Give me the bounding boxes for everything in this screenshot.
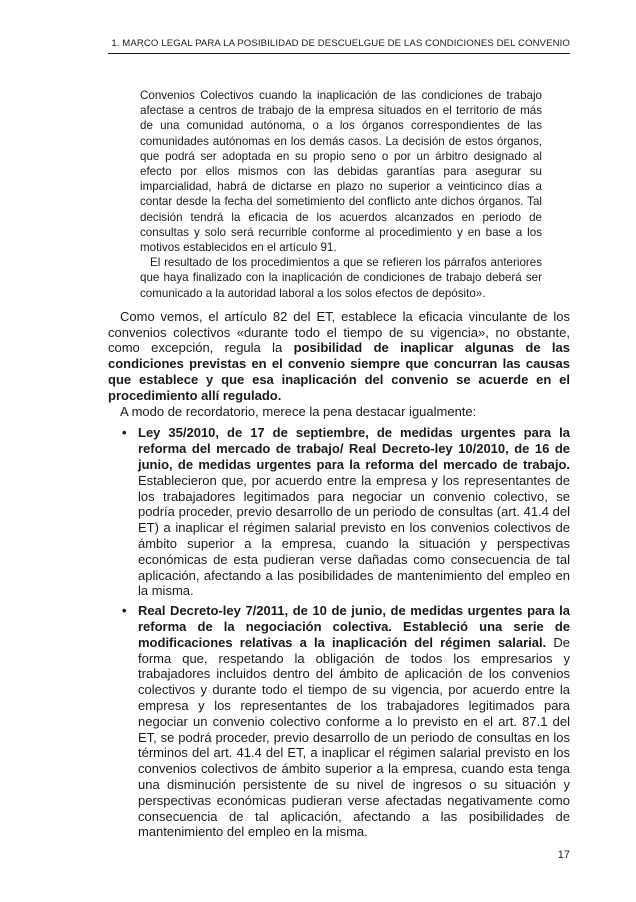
bullet-2-title: Real Decreto-ley 7/2011, de 10 de junio, de medidas urgentes para la reforma de la negociación colectiva. Estableció una serie de modificaciones relativas a la inaplicación del régimen salarial.: [138, 603, 570, 650]
running-header: 1. MARCO LEGAL PARA LA POSIBILIDAD DE DESCUELGUE DE LAS CONDICIONES DEL CONVENIO: [108, 38, 570, 54]
bullet-1-text: Establecieron que, por acuerdo entre la empresa y los representantes de los trabajadores legitimados para negociar un convenio colectivo, se podría proceder, previo desarrollo de un periodo de consultas (art. 41.4 del ET) a inaplicar el régimen salarial previsto en los convenios colectivos de ámbito superior a la empresa, cuando la situación y perspectivas económicas de esta pudieran verse dañadas como consecuencia de tal aplicación, afectando a las posibilidades de mantenimiento del empleo en la misma.: [138, 472, 570, 599]
quoted-legal-text: [140, 88, 542, 301]
body-paragraph-2: A modo de recordatorio, merece la pena destacar igualmente:: [120, 403, 477, 419]
page-content: [108, 88, 570, 844]
bullet-icon: •: [122, 425, 127, 441]
body-paragraph-1: [108, 309, 570, 404]
bullet-list: [108, 425, 570, 840]
bullet-item-1: [122, 425, 570, 599]
body-paragraph-1-bold: posibilidad de inaplicar algunas de las condiciones previstas en el convenio siempre que concurran las causas que establece y que esa inaplicación del convenio se acuerde en el procedimiento allí regulado.: [108, 340, 570, 403]
body-paragraph-1-text: Como vemos, el artículo 82 del ET, establece la eficacia vinculante de los convenios colectivos «durante todo el tiempo de su vigencia», no obstante, como excepción, regula la: [108, 308, 570, 356]
bullet-icon: •: [122, 603, 127, 619]
body-text: [108, 309, 570, 840]
bullet-item-2: [122, 603, 570, 840]
quote-paragraph-2: El resultado de los procedimientos a que se refieren los párrafos anteriores que haya finalizado con la inaplicación de condiciones de trabajo deberá ser comunicado a la autoridad laboral a los solos efectos de depósito».: [140, 256, 542, 300]
bullet-2-text: De forma que, respetando la obligación de todos los empresarios y trabajadores incluidos dentro del ámbito de aplicación de los convenios colectivos y durante todo el tiempo de su vigencia, por acuerdo entre la empresa y los representantes de los trabajadores legitimados para negociar un convenio colectivo conforme a lo previsto en el art. 87.1 del ET, se podrá proceder, previo desarrollo de un periodo de consultas en los términos del art. 41.4 del ET, a inaplicar el régimen salarial previsto en los convenios colectivos de ámbito superior a la empresa, cuando esta tenga una disminución persistente de su nivel de ingresos o su situación y perspectivas económicas pudieran verse afectadas negativamente como consecuencia de tal aplicación, afectando a las posibilidades de mantenimiento del empleo en la misma.: [138, 634, 570, 840]
quote-paragraph-1: Convenios Colectivos cuando la inaplicación de las condiciones de trabajo afectase a centros de trabajo de la empresa situados en el territorio de más de una comunidad autónoma, o a los órganos correspondientes de las comunidades autónomas en los demás casos. La decisión de estos órganos, que podrá ser adoptada en su propio seno o por un árbitro designado al efecto por ellos mismos con las debidas garantías para asegurar su imparcialidad, habrá de dictarse en plazo no superior a veinticinco días a contar desde la fecha del sometimiento del conflicto ante dichos órganos. Tal decisión tendrá la eficacia de los acuerdos alcanzados en periodo de consultas y solo será recurrible conforme al procedimiento y en base a los motivos establecidos en el artículo 91.: [140, 89, 542, 255]
page-number: 17: [557, 849, 570, 861]
bullet-1-title: Ley 35/2010, de 17 de septiembre, de medidas urgentes para la reforma del mercado de trabajo/ Real Decreto-ley 10/2010, de 16 de junio, de medidas urgentes para la reforma del mercado de trabajo.: [138, 425, 570, 473]
